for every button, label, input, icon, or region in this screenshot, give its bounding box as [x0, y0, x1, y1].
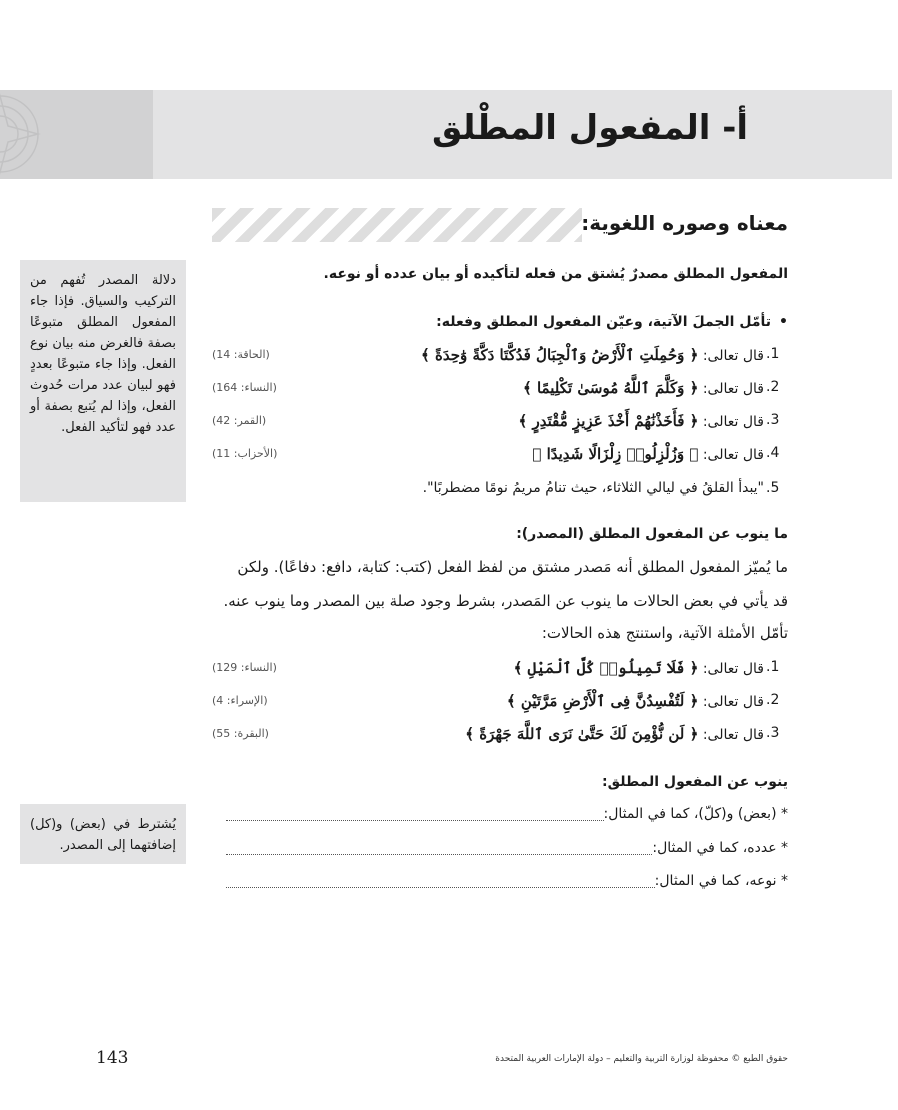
example-text [423, 480, 764, 496]
verse-reference: (النساء: 164) [212, 381, 277, 394]
example-text [518, 412, 764, 430]
fill-in-label: * (بعض) و(كلّ)، كما في المثال: [603, 806, 788, 822]
ornament-icon [0, 90, 80, 179]
side-note: دلالة المصدر تُفهم من التركيب والسياق. فإذا جاء المفعول المطلق متبوعًا بصفة فالغرض منه بيان نوع الفعل. وإذا جاء متبوعًا بعددٍ فهو لبيان عدد مرات حُدوث الفعل، وإذا لم يُتبع بصفة أو عدد فهو لتأكيد الفعل. [20, 260, 186, 502]
section-title: معناه وصوره اللغوية: [581, 211, 788, 235]
verse-reference: (النساء: 129) [212, 661, 277, 674]
example-number: 5. [766, 480, 780, 496]
example-lead: قال تعالى: [702, 727, 764, 743]
example-row [212, 723, 788, 749]
verse-reference: (القمر: 42) [212, 414, 267, 427]
example-lead: قال تعالى: [702, 348, 764, 364]
example-text [514, 659, 764, 677]
section-title-stripes [212, 208, 582, 242]
definition-text: المفعول المطلق مصدرٌ يُشتق من فعله لتأكيده أو بيان عدده أو نوعه. [323, 266, 788, 282]
paragraph-line: ما يُميّز المفعول المطلق أنه مَصدر مشتق من لفظ الفعل (كتب: كتابة، دافع: دفاعًا). ولكن [237, 558, 788, 576]
example-number: 3. [766, 412, 780, 428]
example-row [212, 443, 788, 469]
fill-in-label: * نوعه، كما في المثال: [654, 873, 788, 889]
side-note: يُشترط في (بعض) و(كل) إضافتهما إلى المصدر. [20, 804, 186, 864]
example-text [523, 379, 764, 397]
example-number: 3. [766, 725, 780, 741]
copyright-footer: حقوق الطبع © محفوظة لوزارة التربية والتعليم – دولة الإمارات العربية المتحدة [495, 1054, 788, 1064]
example-row [212, 690, 788, 716]
answer-blank[interactable] [226, 840, 652, 855]
instruction-text [436, 314, 788, 330]
subsection-title: ينوب عن المفعول المطلق: [602, 774, 788, 790]
bullet-icon: • [779, 314, 788, 330]
example-sentence: "يبدأ القلقُ في ليالي الثلاثاء، حيث تنامُ مريمُ نومًا مضطربًا". [422, 480, 764, 496]
example-lead: قال تعالى: [702, 447, 764, 463]
verse-reference: (الحاقة: 14) [212, 348, 270, 361]
example-number: 1. [766, 659, 780, 675]
quran-verse: ﴿ لَن نُّؤْمِنَ لَكَ حَتَّىٰ نَرَى ٱللَّهَ جَهْرَةً ﴾ [465, 725, 699, 743]
example-text [465, 725, 764, 743]
ornament-panel [0, 90, 153, 179]
example-number: 2. [766, 692, 780, 708]
subsection-title: ما ينوب عن المفعول المطلق (المصدر): [516, 526, 788, 542]
chapter-title: أ- المفعول المطْلق [432, 108, 748, 148]
instruction-label: تأمّل الجملَ الآتية، وعيّن المفعول المطلق وفعله: [436, 314, 772, 330]
page-number: 143 [96, 1048, 129, 1068]
quran-verse: ﴿ وَحُمِلَتِ ٱلْأَرْضُ وَٱلْجِبَالُ فَدُكَّتَا دَكَّةً وَٰحِدَةً ﴾ [420, 346, 699, 364]
example-lead: قال تعالى: [702, 661, 764, 677]
verse-reference: (الإسراء: 4) [212, 694, 268, 707]
paragraph-line: تأمّل الأمثلة الآتية، واستنتج هذه الحالات: [541, 624, 788, 642]
example-lead: قال تعالى: [702, 694, 764, 710]
paragraph-line: قد يأتي في بعض الحالات ما ينوب عن المَصدر، بشرط وجود صلة بين المصدر وما ينوب عنه. [223, 592, 788, 610]
example-number: 1. [766, 346, 780, 362]
quran-verse: ﴿ فَلَا تَمِيلُوا۟ كُلَّ ٱلْمَيْلِ ﴾ [513, 659, 699, 677]
fill-in-row [226, 873, 788, 897]
quran-verse: ﴿ وَزُلْزِلُوا۟ زِلْزَالًا شَدِيدًا ﴾ [532, 445, 699, 463]
example-number: 2. [766, 379, 780, 395]
fill-in-row [226, 806, 788, 830]
answer-blank[interactable] [226, 806, 604, 821]
fill-in-row [226, 840, 788, 864]
example-text [507, 692, 764, 710]
example-lead: قال تعالى: [702, 414, 764, 430]
quran-verse: ﴿ وَكَلَّمَ ٱللَّهُ مُوسَىٰ تَكْلِيمًا ﴾ [522, 379, 699, 397]
verse-reference: (البقرة: 55) [212, 727, 269, 740]
example-row [212, 344, 788, 370]
example-lead: قال تعالى: [702, 381, 764, 397]
example-row [212, 410, 788, 436]
verse-reference: (الأحزاب: 11) [212, 447, 278, 460]
example-text [421, 346, 764, 364]
example-row [212, 478, 788, 504]
example-row [212, 377, 788, 403]
example-row [212, 657, 788, 683]
fill-in-label: * عدده، كما في المثال: [652, 840, 788, 856]
answer-blank[interactable] [226, 873, 655, 888]
example-text [532, 445, 764, 463]
quran-verse: ﴿ لَتُفْسِدُنَّ فِى ٱلْأَرْضِ مَرَّتَيْنِ ﴾ [506, 692, 699, 710]
example-number: 4. [766, 445, 780, 461]
quran-verse: ﴿ فَأَخَذْنَٰهُمْ أَخْذَ عَزِيزٍ مُّقْتَدِرٍ ﴾ [518, 412, 699, 430]
